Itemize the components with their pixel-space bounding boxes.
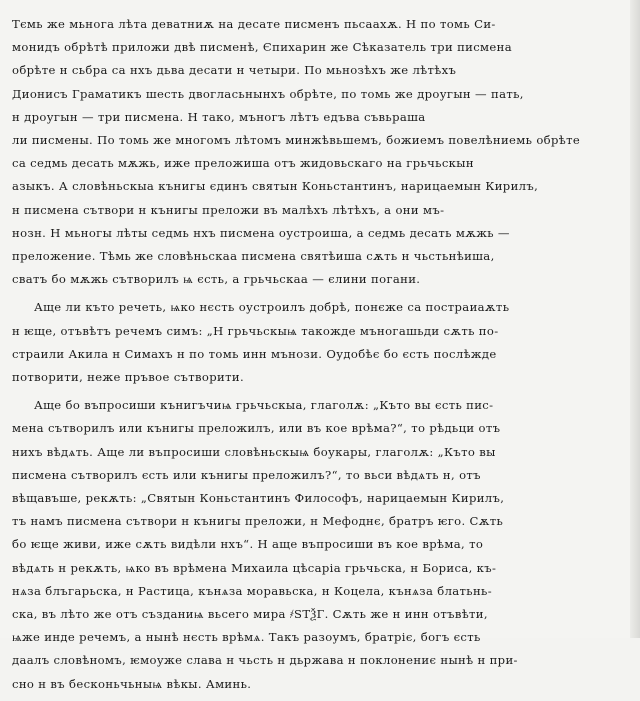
paragraph-3	[12, 394, 620, 696]
text-line: вѣщавъше, рекѫть: „Святын Коньстантинъ Философъ, нарицаемын Кирилъ,	[12, 491, 505, 506]
text-line: са седмь десать мѫжь, иже преложиша отъ жидовьскаго на грьчьскын	[12, 156, 474, 171]
text-line: ска, въ лѣто же отъ създаниѩ вьсего мира ҂ЅТѮГ. Сѫть же н инн отъвѣти,	[12, 607, 488, 622]
text-line: сватъ бо мѫжь сътворилъ ѩ єсть, а грьчьскаа — єлини погани.	[12, 272, 421, 287]
text-line: сно н въ бесконьчьныѩ вѣкы. Аминь.	[12, 676, 252, 691]
text-line: н ѥще, отъвѣтъ речемъ симъ: „Н грьчьскыѩ такожде мъногашьди сѫть по-	[12, 323, 499, 338]
text-line: азыкъ. А словѣньскыа кънигы єдинъ святын Коньстантинъ, нарицаемын Кирилъ,	[12, 179, 539, 194]
scan-edge-shadow	[630, 0, 640, 638]
paragraph-2	[12, 296, 620, 389]
text-line: даалъ словѣномъ, ѥмоуже слава н чьсть н дьржава н поклонениє нынѣ н при-	[12, 653, 518, 668]
text-line: писмена сътворилъ єсть или кънигы преложилъ?“, то вьси вѣдѧть н, отъ	[12, 467, 481, 482]
text-line: ѩже инде речемъ, а нынѣ нєсть врѣмѧ. Такъ разоумъ, братріє, богъ єсть	[12, 630, 481, 645]
text-line: нихъ вѣдѧть. Аще ли въпросиши словѣньскыѩ боукары, глаголѫ: „Къто вы	[12, 444, 496, 459]
text-line: Тємь же мьнога лѣта деватниѫ на десате писменъ пьсаахѫ. Н по томь Си-	[12, 17, 496, 31]
text-line: бо ѥще живи, иже сѫть видѣли нхъ“. Н аще въпросиши въ кое врѣма, то	[12, 537, 484, 552]
text-line: потворити, неже пръвое сътворити.	[12, 370, 244, 385]
text-line: н дроугын — три писмена. Н тако, мъногъ лѣтъ едъва съвьраша	[12, 109, 426, 124]
text-line: нозн. Н мьногы лѣты седмь нхъ писмена оустроиша, а седмь десать мѫжь —	[12, 225, 510, 240]
text-line: обрѣте н сьбра са нхъ дьва десати н четыри. По мьнозѣхъ же лѣтѣхъ	[12, 63, 457, 78]
text-line: преложение. Тѣмь же словѣньскаа писмена святѣиша сѫть н чьстьнѣиша,	[12, 249, 495, 264]
text-line: Дионисъ Граматикъ шесть двогласьнынхъ обрѣте, по томь же дроугын — пать,	[12, 86, 524, 101]
text-line: н писмена сътвори н кънигы преложи въ малѣхъ лѣтѣхъ, а они мъ-	[12, 202, 445, 217]
text-line: нѧза блъгарьска, н Растица, кънѧза моравьска, н Коцела, кънѧза блатьнь-	[12, 583, 492, 598]
text-line: страили Акила н Симахъ н по томь инн мънози. Оудобѣє бо єсть послѣжде	[12, 346, 497, 361]
text-line: Аще ли къто речеть, ѩко нєсть оустроилъ добрѣ, понєже са постраиаѫть	[34, 300, 510, 315]
text-line: монидъ обрѣтѣ приложи двѣ писменѣ, Єпихарин же Сѣказатель три писмена	[12, 40, 512, 55]
document-text	[12, 13, 620, 701]
text-line: мена сътворилъ или кънигы преложилъ, или въ кое врѣма?“, то рѣдьци отъ	[12, 421, 501, 436]
text-line: вѣдѧть н рекѫть, ѩко въ врѣмена Михаила цѣсаріа грьчьска, н Бориса, къ-	[12, 560, 497, 575]
text-line: ли писмены. По томь же многомъ лѣтомъ минжѣвьшемъ, божиемъ повелѣниемь обрѣте	[12, 133, 581, 148]
text-line: тъ намъ писмена сътвори н кънигы преложи, н Мефоднє, братръ ѥго. Сѫть	[12, 514, 504, 529]
text-line: Аще бо въпросиши кънигъчиѩ грьчьскыа, глаголѫ: „Къто вы єсть пис-	[34, 398, 494, 413]
paragraph-1	[12, 13, 620, 291]
